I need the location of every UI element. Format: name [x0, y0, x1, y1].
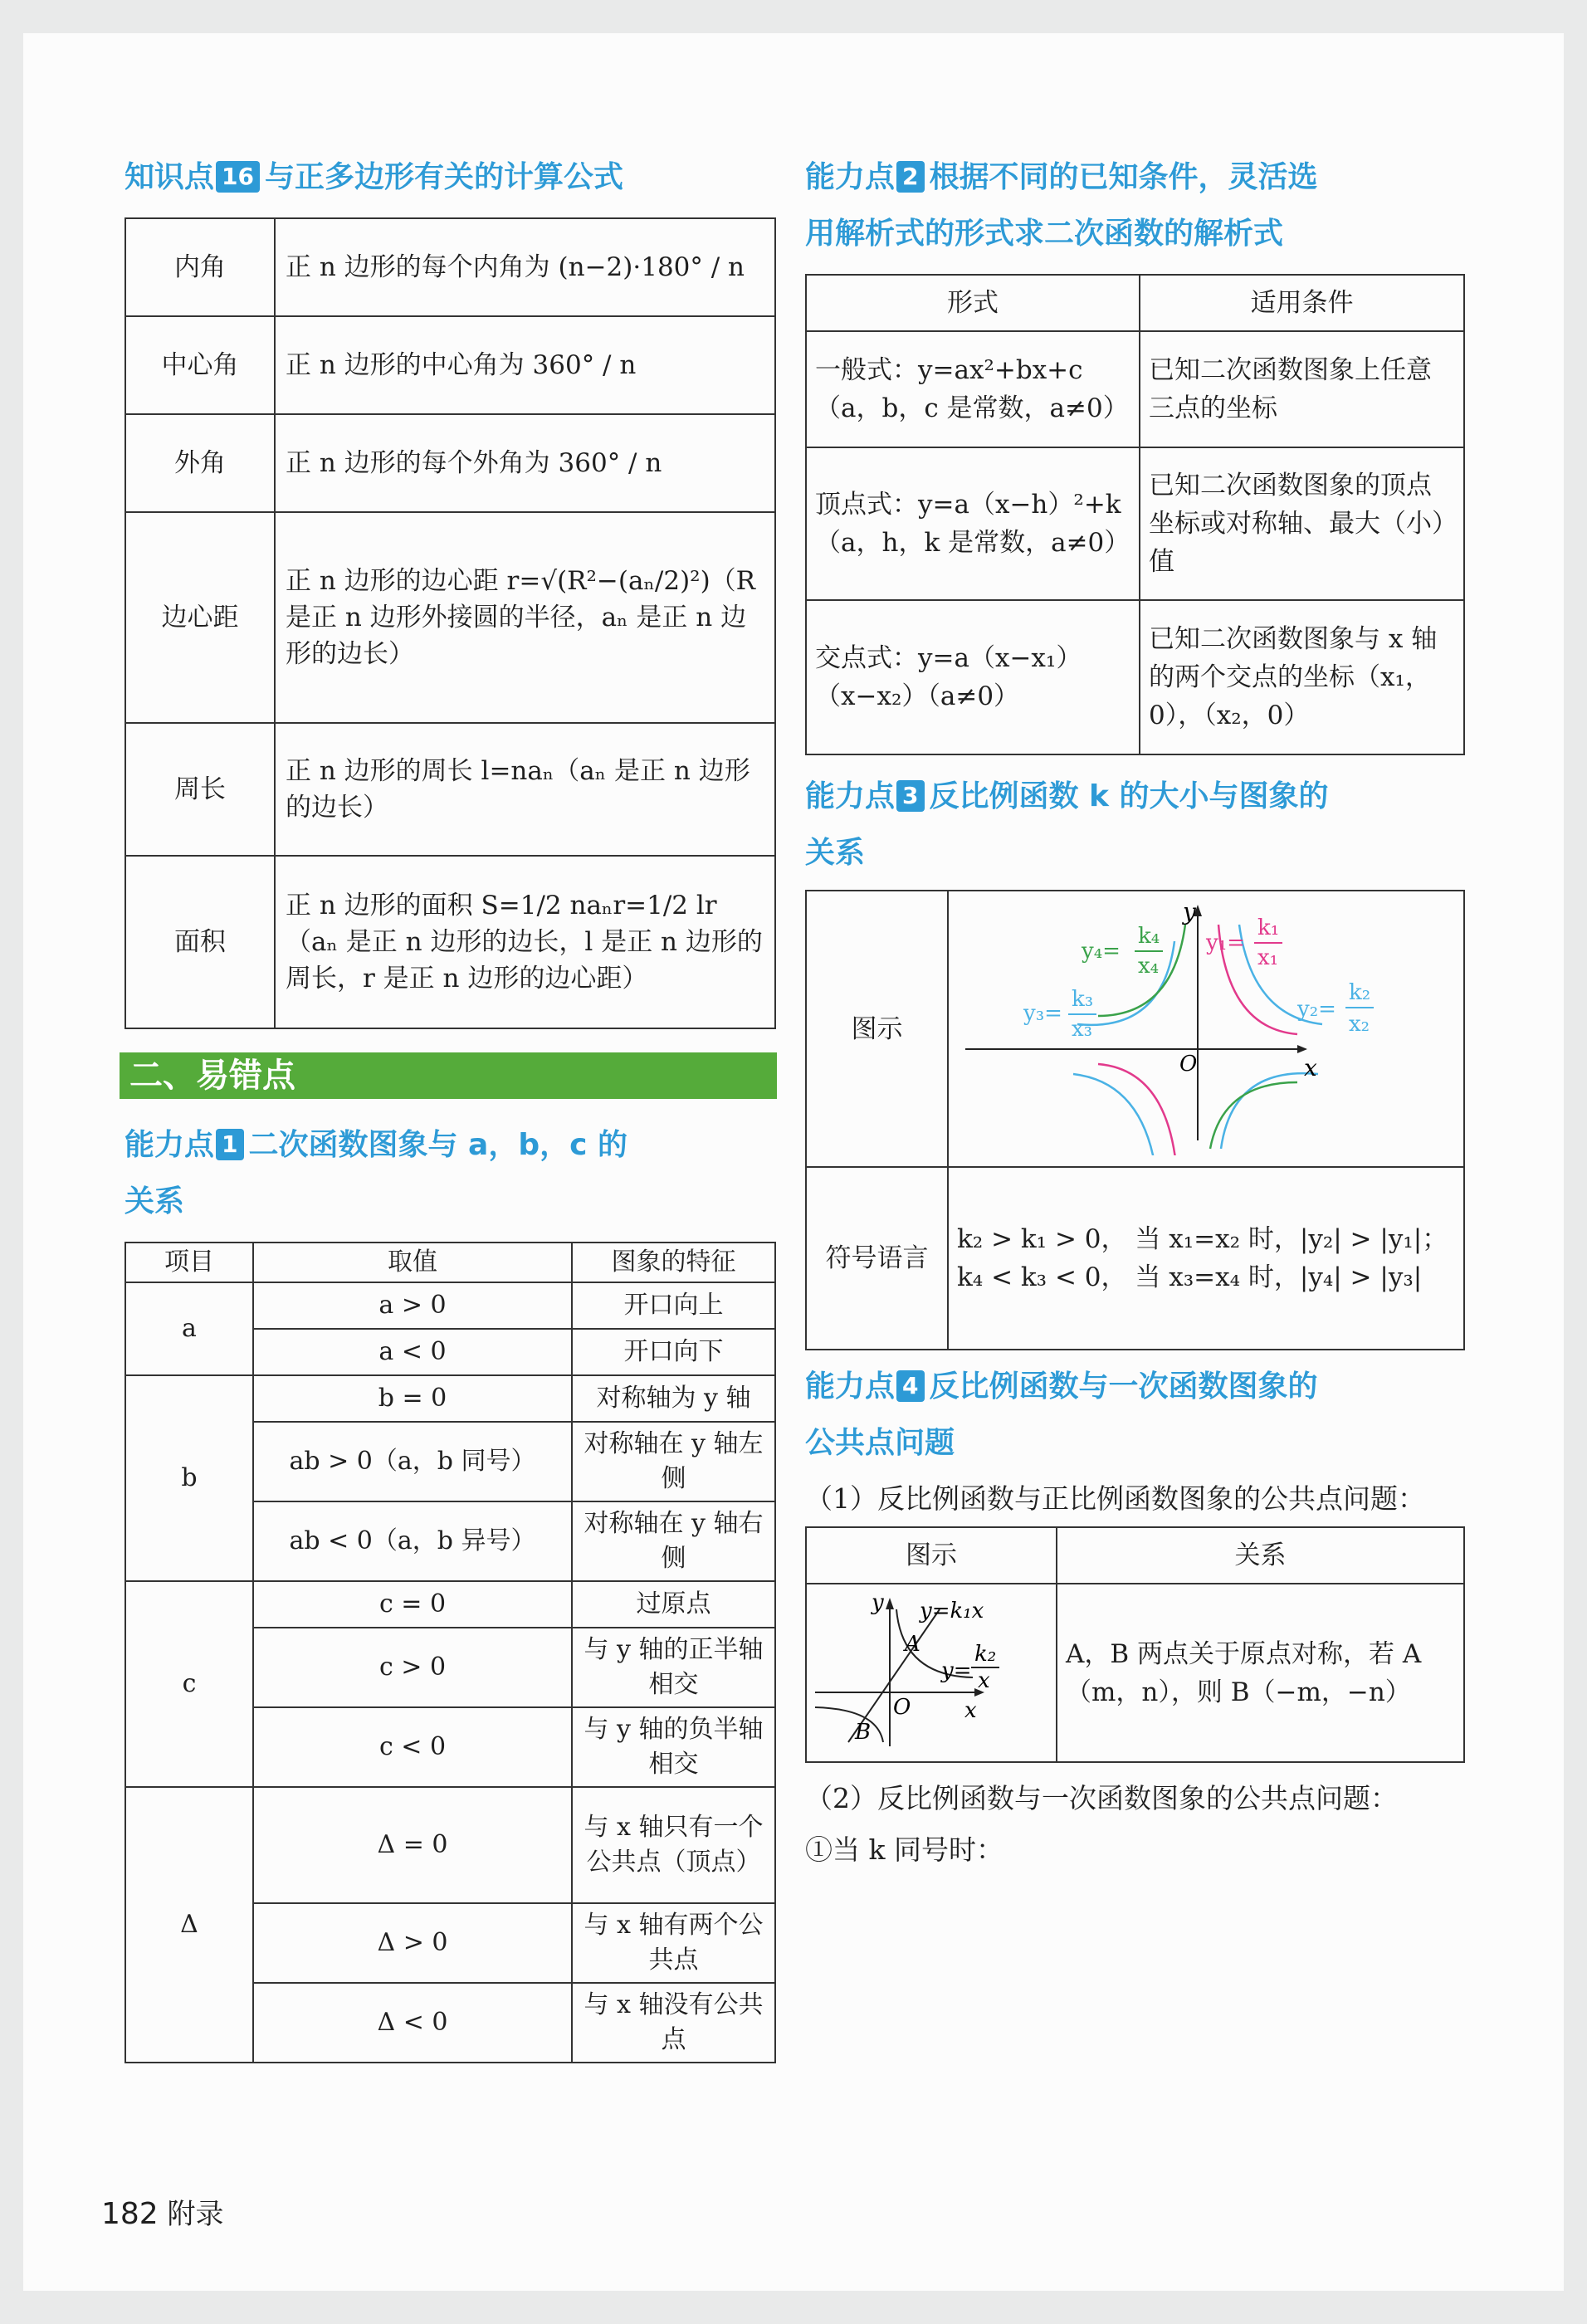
kp16-number: 16 [216, 161, 260, 193]
formula-area: 正 n 边形的面积 S=1/2 naₙr=1/2 lr（aₙ 是正 n 边形的边长，l 是正 n 边形的周长，r 是正 n 边形的边心距） [275, 856, 775, 1028]
table-row: c > 0 与 y 轴的正半轴相交 [125, 1628, 775, 1707]
table-row: 交点式：y=a（x−x₁）（x−x₂）（a≠0） 已知二次函数图象与 x 轴的两个交点的坐标（x₁，0），（x₂，0） [806, 600, 1464, 754]
table-row: a a > 0 开口向上 [125, 1282, 775, 1329]
svg-text:x₂: x₂ [1349, 1012, 1370, 1037]
table-row: 中心角 正 n 边形的中心角为 360° / n [125, 316, 775, 414]
table-row: Δ > 0 与 x 轴有两个公共点 [125, 1903, 775, 1983]
svg-text:y₂=: y₂= [1297, 997, 1336, 1022]
table-row: a < 0 开口向下 [125, 1329, 775, 1375]
table-row: 外角 正 n 边形的每个外角为 360° / n [125, 414, 775, 512]
svg-text:B: B [855, 1720, 872, 1745]
table-row: 一般式：y=ax²+bx+c（a，b，c 是常数，a≠0） 已知二次函数图象上任意三点的坐标 [806, 331, 1464, 447]
ab4-heading-line2: 公共点问题 [805, 1426, 955, 1460]
svg-text:A: A [905, 1632, 920, 1657]
ab2-heading: 能力点 2 根据不同的已知条件，灵活选 [805, 160, 1318, 194]
svg-text:k₁: k₁ [1257, 915, 1280, 940]
svg-text:k₂: k₂ [1349, 980, 1371, 1005]
svg-text:x: x [1304, 1054, 1317, 1081]
y-axis-arrow [886, 1598, 894, 1609]
ab4-heading: 能力点 4 反比例函数与一次函数图象的 [805, 1370, 1318, 1404]
table-row: 符号语言 k₂ > k₁ > 0， 当 x₁=x₂ 时，|y₂| > |y₁|； k₄ < k₃ < 0， 当 x₃=x₄ 时，|y₄| > |y₃| [806, 1167, 1464, 1350]
svg-text:O: O [893, 1695, 911, 1720]
svg-text:y: y [872, 1590, 884, 1615]
paragraph: ①当 k 同号时： [805, 1833, 1003, 1866]
svg-text:y₃=: y₃= [1023, 1001, 1062, 1026]
ab3-number: 3 [896, 780, 924, 812]
ab4-number: 4 [896, 1370, 924, 1402]
intersection-table [805, 1526, 1465, 1763]
table-row: 图示 y₄= k₄ x₄ y₁= k₁ x₁ y₃= k₃ x₃ y₂= k₂ x₂ O x y [806, 891, 1464, 1167]
svg-text:x: x [964, 1698, 977, 1723]
svg-text:k₃: k₃ [1072, 987, 1094, 1012]
svg-text:x₃: x₃ [1072, 1017, 1093, 1042]
symbolic-statement: k₂ > k₁ > 0， 当 x₁=x₂ 时，|y₂| > |y₁|； k₄ < k₃ < 0， 当 x₃=x₄ 时，|y₄| > |y₃| [948, 1167, 1464, 1350]
table-row: Δ Δ = 0 与 x 轴只有一个公共点（顶点） [125, 1787, 775, 1903]
kp16-title: 与正多边形有关的计算公式 [264, 160, 623, 194]
curve-y2-q3 [1073, 1074, 1156, 1155]
left-column [125, 149, 776, 2063]
section-banner: 二、易错点 [120, 1052, 777, 1099]
table-row: ab > 0（a，b 同号） 对称轴在 y 轴左侧 [125, 1422, 775, 1501]
ab2-number: 2 [896, 161, 924, 193]
table-row: ab < 0（a，b 异号） 对称轴在 y 轴右侧 [125, 1501, 775, 1581]
ab3-heading-line2: 关系 [805, 836, 866, 870]
table-row: c c = 0 过原点 [125, 1581, 775, 1628]
ab1-heading: 能力点 1 二次函数图象与 a，b，c 的 [125, 1128, 627, 1162]
ab3-heading: 能力点 3 反比例函数 k 的大小与图象的 [805, 779, 1329, 813]
table-row: 顶点式：y=a（x−h）²+k（a，h，k 是常数，a≠0） 已知二次函数图象的顶点坐标或对称轴、最大（小）值 [806, 447, 1464, 600]
ab2-heading-line2: 用解析式的形式求二次函数的解析式 [805, 217, 1284, 251]
table-header-row: 项目 取值 图象的特征 [125, 1243, 775, 1282]
svg-text:k₂: k₂ [974, 1642, 997, 1667]
table-header-row: 形式 适用条件 [806, 275, 1464, 331]
table-row: b b = 0 对称轴为 y 轴 [125, 1375, 775, 1422]
footer-label: 附录 [167, 2198, 224, 2231]
symmetry-relation: A，B 两点关于原点对称，若 A（m，n），则 B（−m，−n） [1057, 1584, 1464, 1762]
svg-text:y=: y= [941, 1658, 972, 1683]
x-axis-arrow [1297, 1045, 1307, 1053]
hyperbola-graph [949, 891, 1463, 1155]
kp16-heading: 知识点 16 与正多边形有关的计算公式 [125, 160, 623, 194]
formula-perimeter: 正 n 边形的周长 l=naₙ（aₙ 是正 n 边形的边长） [275, 723, 775, 856]
table-row: 内角 正 n 边形的每个内角为 (n−2)·180° / n [125, 218, 775, 316]
paragraph: （1）反比例函数与正比例函数图象的公共点问题： [805, 1482, 1425, 1515]
ab1-number: 1 [216, 1129, 243, 1160]
svg-text:O: O [1179, 1052, 1198, 1077]
hyperbola-q3 [815, 1707, 883, 1742]
abc-table [125, 1242, 776, 2063]
svg-text:x₄: x₄ [1138, 954, 1160, 979]
ab1-heading-line2: 关系 [125, 1184, 185, 1218]
paragraph: （2）反比例函数与一次函数图象的公共点问题： [805, 1782, 1398, 1814]
intersection-graph-cell [806, 1584, 1057, 1762]
formula-inner-angle: 正 n 边形的每个内角为 (n−2)·180° / n [275, 218, 775, 316]
page-number: 182 [101, 2197, 159, 2231]
table-row: Δ < 0 与 x 轴没有公共点 [125, 1983, 775, 2063]
svg-text:y₄=: y₄= [1082, 939, 1121, 964]
formula-apothem: 正 n 边形的边心距 r=√(R²−(aₙ/2)²)（R 是正 n 边形外接圆的半径，aₙ 是正 n 边形的边长） [275, 512, 775, 723]
svg-text:k₄: k₄ [1138, 924, 1160, 949]
polygon-formula-table [125, 217, 776, 1029]
table-row: 周长 正 n 边形的周长 l=naₙ（aₙ 是正 n 边形的边长） [125, 723, 775, 856]
svg-text:y=k₁x: y=k₁x [920, 1599, 984, 1623]
intersection-graph [807, 1584, 1038, 1750]
right-column [805, 149, 1465, 1877]
table-row [806, 1584, 1464, 1762]
page-footer [101, 2191, 224, 2232]
inverse-k-table [805, 890, 1465, 1350]
formula-exterior-angle: 正 n 边形的每个外角为 360° / n [275, 414, 775, 512]
table-row: 面积 正 n 边形的面积 S=1/2 naₙr=1/2 lr（aₙ 是正 n 边形的边长，l 是正 n 边形的周长，r 是正 n 边形的边心距） [125, 856, 775, 1028]
table-header-row: 图示 关系 [806, 1527, 1464, 1584]
svg-text:x: x [978, 1668, 990, 1693]
formula-central-angle: 正 n 边形的中心角为 360° / n [275, 316, 775, 414]
hyperbola-graph-cell [948, 891, 1464, 1167]
quadratic-forms-table [805, 274, 1465, 755]
svg-text:x₁: x₁ [1257, 945, 1279, 970]
curve-y1-q3 [1098, 1064, 1177, 1155]
table-row: 边心距 正 n 边形的边心距 r=√(R²−(aₙ/2)²)（R 是正 n 边形外接圆的半径，aₙ 是正 n 边形的边长） [125, 512, 775, 723]
svg-text:y₁=: y₁= [1206, 930, 1245, 955]
svg-text:y: y [1183, 898, 1196, 925]
table-row: c < 0 与 y 轴的负半轴相交 [125, 1707, 775, 1787]
